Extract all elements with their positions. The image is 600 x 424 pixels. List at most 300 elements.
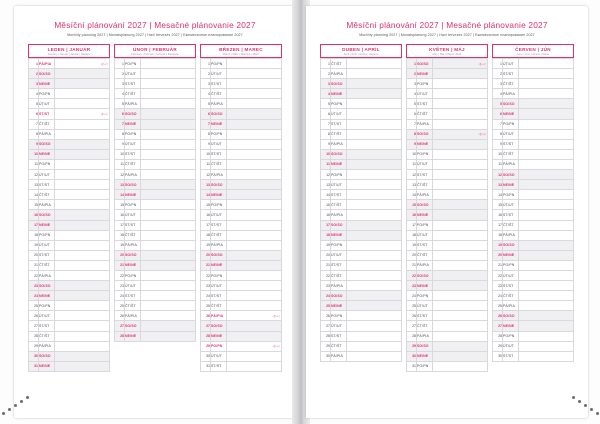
day-note-field[interactable] (519, 281, 574, 291)
table-row[interactable] (201, 301, 282, 311)
table-row[interactable] (201, 220, 282, 230)
table-row[interactable] (321, 149, 402, 159)
table-row[interactable] (115, 59, 196, 69)
day-note-field[interactable] (55, 159, 110, 169)
table-row[interactable] (115, 321, 196, 331)
table-row[interactable] (493, 270, 574, 280)
table-row[interactable] (493, 69, 574, 79)
day-note-field[interactable] (141, 250, 196, 260)
table-row[interactable] (321, 200, 402, 210)
table-row[interactable] (493, 291, 574, 301)
table-row[interactable] (201, 351, 282, 361)
day-note-field[interactable] (141, 180, 196, 190)
table-row[interactable] (115, 351, 196, 360)
day-note-field[interactable] (433, 250, 488, 260)
table-row[interactable] (201, 129, 282, 139)
day-note-field[interactable] (433, 341, 488, 351)
day-note-field[interactable] (433, 69, 488, 79)
day-note-field[interactable] (433, 210, 488, 220)
table-row[interactable] (201, 311, 282, 321)
table-row[interactable] (29, 210, 110, 220)
table-row[interactable] (115, 270, 196, 280)
day-note-field[interactable] (433, 109, 488, 119)
table-row[interactable] (115, 311, 196, 321)
table-row[interactable] (493, 99, 574, 109)
table-row[interactable] (493, 361, 574, 371)
table-row[interactable] (493, 210, 574, 220)
table-row[interactable] (493, 321, 574, 331)
table-row[interactable] (407, 200, 488, 210)
day-note-field[interactable] (347, 149, 402, 159)
table-row[interactable] (201, 361, 282, 371)
day-note-field[interactable] (519, 149, 574, 159)
day-note-field[interactable] (55, 270, 110, 280)
day-note-field[interactable] (433, 321, 488, 331)
table-row[interactable] (407, 170, 488, 180)
day-note-field[interactable] (519, 159, 574, 169)
table-row[interactable] (407, 210, 488, 220)
table-row[interactable] (321, 59, 402, 69)
day-note-field[interactable] (227, 200, 282, 210)
table-row[interactable] (115, 240, 196, 250)
day-note-field[interactable] (519, 260, 574, 270)
day-note-field[interactable] (519, 351, 574, 361)
table-row[interactable] (321, 351, 402, 361)
table-row[interactable] (29, 89, 110, 99)
day-note-field[interactable] (55, 311, 110, 321)
table-row[interactable] (407, 149, 488, 159)
table-row[interactable] (493, 180, 574, 190)
day-note-field[interactable] (141, 159, 196, 169)
day-note-field[interactable] (141, 210, 196, 220)
day-note-field[interactable] (141, 270, 196, 280)
day-note-field[interactable] (141, 69, 196, 79)
day-note-field[interactable] (141, 149, 196, 159)
day-note-field[interactable] (347, 321, 402, 331)
table-row[interactable] (29, 180, 110, 190)
day-note-field[interactable] (519, 170, 574, 180)
day-note-field[interactable] (55, 200, 110, 210)
table-row[interactable] (29, 200, 110, 210)
day-note-field[interactable] (227, 180, 282, 190)
table-row[interactable] (115, 190, 196, 200)
table-row[interactable] (115, 331, 196, 341)
day-note-field[interactable] (55, 351, 110, 361)
table-row[interactable] (493, 220, 574, 230)
table-row[interactable] (321, 170, 402, 180)
day-note-field[interactable] (519, 180, 574, 190)
day-note-field[interactable] (347, 109, 402, 119)
day-note-field[interactable] (141, 311, 196, 321)
day-note-field[interactable] (347, 210, 402, 220)
table-row[interactable] (29, 109, 110, 119)
day-note-field[interactable] (141, 89, 196, 99)
day-note-field[interactable] (347, 89, 402, 99)
day-note-field[interactable] (433, 79, 488, 89)
table-row[interactable] (493, 301, 574, 311)
table-row[interactable] (29, 79, 110, 89)
day-note-field[interactable] (55, 89, 110, 99)
table-row[interactable] (201, 89, 282, 99)
day-note-field[interactable] (347, 331, 402, 341)
day-note-field[interactable] (227, 341, 282, 351)
day-note-field[interactable] (55, 119, 110, 129)
day-note-field[interactable] (141, 79, 196, 89)
day-note-field[interactable] (227, 351, 282, 361)
day-note-field[interactable] (347, 200, 402, 210)
day-note-field[interactable] (433, 99, 488, 109)
table-row[interactable] (201, 119, 282, 129)
table-row[interactable] (321, 230, 402, 240)
table-row[interactable] (29, 270, 110, 280)
table-row[interactable] (115, 210, 196, 220)
table-row[interactable] (29, 139, 110, 149)
day-note-field[interactable] (227, 250, 282, 260)
day-note-field[interactable] (433, 240, 488, 250)
table-row[interactable] (29, 230, 110, 240)
table-row[interactable] (321, 240, 402, 250)
day-note-field[interactable] (347, 170, 402, 180)
table-row[interactable] (115, 301, 196, 311)
table-row[interactable] (407, 240, 488, 250)
table-row[interactable] (115, 200, 196, 210)
table-row[interactable] (493, 311, 574, 321)
table-row[interactable] (29, 59, 110, 69)
day-note-field[interactable] (55, 361, 110, 371)
day-note-field[interactable] (519, 291, 574, 301)
day-note-field[interactable] (347, 79, 402, 89)
day-note-field[interactable] (519, 270, 574, 280)
day-note-field[interactable] (227, 270, 282, 280)
table-row[interactable] (201, 321, 282, 331)
day-note-field[interactable] (55, 220, 110, 230)
table-row[interactable] (29, 250, 110, 260)
table-row[interactable] (29, 69, 110, 79)
table-row[interactable] (407, 69, 488, 79)
day-note-field[interactable] (519, 59, 574, 69)
day-note-field[interactable] (141, 200, 196, 210)
table-row[interactable] (407, 129, 488, 139)
table-row[interactable] (29, 190, 110, 200)
day-note-field[interactable] (519, 109, 574, 119)
day-note-field[interactable] (433, 291, 488, 301)
table-row[interactable] (407, 260, 488, 270)
day-note-field[interactable] (227, 281, 282, 291)
day-note-field[interactable] (141, 260, 196, 270)
table-row[interactable] (321, 270, 402, 280)
table-row[interactable] (493, 200, 574, 210)
day-note-field[interactable] (433, 159, 488, 169)
table-row[interactable] (29, 351, 110, 361)
table-row[interactable] (201, 200, 282, 210)
day-note-field[interactable] (519, 69, 574, 79)
table-row[interactable] (29, 159, 110, 169)
day-note-field[interactable] (519, 341, 574, 351)
table-row[interactable] (201, 59, 282, 69)
table-row[interactable] (29, 129, 110, 139)
table-row[interactable] (321, 250, 402, 260)
day-note-field[interactable] (347, 311, 402, 321)
table-row[interactable] (201, 99, 282, 109)
table-row[interactable] (321, 69, 402, 79)
table-row[interactable] (493, 79, 574, 89)
day-note-field[interactable] (55, 190, 110, 200)
day-note-field[interactable] (55, 230, 110, 240)
table-row[interactable] (493, 159, 574, 169)
table-row[interactable] (201, 210, 282, 220)
day-note-field[interactable] (347, 69, 402, 79)
day-note-field[interactable] (433, 301, 488, 311)
day-note-field[interactable] (433, 190, 488, 200)
table-row[interactable] (115, 260, 196, 270)
table-row[interactable] (493, 351, 574, 361)
table-row[interactable] (201, 270, 282, 280)
table-row[interactable] (493, 89, 574, 99)
day-note-field[interactable] (141, 321, 196, 331)
table-row[interactable] (115, 79, 196, 89)
table-row[interactable] (321, 109, 402, 119)
day-note-field[interactable] (55, 260, 110, 270)
day-note-field[interactable] (519, 250, 574, 260)
day-note-field[interactable] (227, 331, 282, 341)
day-note-field[interactable] (141, 291, 196, 301)
table-row[interactable] (29, 291, 110, 301)
day-note-field[interactable] (141, 190, 196, 200)
table-row[interactable] (201, 109, 282, 119)
day-note-field[interactable] (347, 99, 402, 109)
day-note-field[interactable] (519, 301, 574, 311)
table-row[interactable] (321, 341, 402, 351)
table-row[interactable] (115, 360, 196, 369)
day-note-field[interactable] (55, 321, 110, 331)
table-row[interactable] (201, 79, 282, 89)
table-row[interactable] (321, 180, 402, 190)
table-row[interactable] (29, 119, 110, 129)
table-row[interactable] (201, 260, 282, 270)
table-row[interactable] (493, 129, 574, 139)
table-row[interactable] (321, 119, 402, 129)
table-row[interactable] (321, 89, 402, 99)
day-note-field[interactable] (227, 220, 282, 230)
day-note-field[interactable] (141, 240, 196, 250)
table-row[interactable] (201, 331, 282, 341)
table-row[interactable] (493, 341, 574, 351)
day-note-field[interactable] (55, 180, 110, 190)
table-row[interactable] (321, 321, 402, 331)
day-note-field[interactable] (433, 129, 488, 139)
day-note-field[interactable] (227, 291, 282, 301)
table-row[interactable] (321, 301, 402, 311)
table-row[interactable] (493, 250, 574, 260)
day-note-field[interactable] (433, 260, 488, 270)
table-row[interactable] (321, 99, 402, 109)
day-note-field[interactable] (227, 240, 282, 250)
day-note-field[interactable] (55, 109, 110, 119)
table-row[interactable] (201, 139, 282, 149)
day-note-field[interactable] (347, 260, 402, 270)
table-row[interactable] (407, 190, 488, 200)
table-row[interactable] (407, 331, 488, 341)
table-row[interactable] (115, 170, 196, 180)
table-row[interactable] (29, 220, 110, 230)
table-row[interactable] (115, 220, 196, 230)
table-row[interactable] (407, 230, 488, 240)
table-row[interactable] (29, 301, 110, 311)
table-row[interactable] (115, 139, 196, 149)
table-row[interactable] (29, 321, 110, 331)
table-row[interactable] (201, 291, 282, 301)
table-row[interactable] (407, 139, 488, 149)
day-note-field[interactable] (347, 301, 402, 311)
table-row[interactable] (321, 129, 402, 139)
day-note-field[interactable] (347, 139, 402, 149)
day-note-field[interactable] (55, 291, 110, 301)
day-note-field[interactable] (519, 240, 574, 250)
day-note-field[interactable] (433, 119, 488, 129)
table-row[interactable] (407, 291, 488, 301)
day-note-field[interactable] (227, 129, 282, 139)
table-row[interactable] (493, 240, 574, 250)
day-note-field[interactable] (433, 361, 488, 371)
table-row[interactable] (321, 331, 402, 341)
table-row[interactable] (115, 250, 196, 260)
table-row[interactable] (29, 311, 110, 321)
table-row[interactable] (321, 281, 402, 291)
table-row[interactable] (201, 281, 282, 291)
day-note-field[interactable] (227, 59, 282, 69)
table-row[interactable] (407, 59, 488, 69)
table-row[interactable] (407, 311, 488, 321)
table-row[interactable] (201, 230, 282, 240)
table-row[interactable] (115, 159, 196, 169)
day-note-field[interactable] (347, 159, 402, 169)
table-row[interactable] (407, 270, 488, 280)
table-row[interactable] (115, 230, 196, 240)
day-note-field[interactable] (519, 119, 574, 129)
day-note-field[interactable] (519, 321, 574, 331)
day-note-field[interactable] (347, 230, 402, 240)
day-note-field[interactable] (141, 281, 196, 291)
table-row[interactable] (493, 230, 574, 240)
table-row[interactable] (407, 281, 488, 291)
day-note-field[interactable] (55, 301, 110, 311)
day-note-field[interactable] (227, 260, 282, 270)
table-row[interactable] (115, 129, 196, 139)
day-note-field[interactable] (55, 139, 110, 149)
day-note-field[interactable] (519, 200, 574, 210)
table-row[interactable] (201, 149, 282, 159)
day-note-field[interactable] (433, 149, 488, 159)
table-row[interactable] (29, 170, 110, 180)
table-row[interactable] (407, 119, 488, 129)
day-note-field[interactable] (347, 250, 402, 260)
day-note-field[interactable] (519, 99, 574, 109)
table-row[interactable] (493, 149, 574, 159)
day-note-field[interactable] (347, 59, 402, 69)
day-note-field[interactable] (227, 119, 282, 129)
day-note-field[interactable] (519, 139, 574, 149)
day-note-field[interactable] (347, 351, 402, 361)
table-row[interactable] (321, 311, 402, 321)
table-row[interactable] (407, 89, 488, 99)
day-note-field[interactable] (141, 220, 196, 230)
day-note-field[interactable] (227, 230, 282, 240)
day-note-field[interactable] (227, 109, 282, 119)
day-note-field[interactable] (55, 331, 110, 341)
day-note-field[interactable] (227, 301, 282, 311)
day-note-field[interactable] (347, 129, 402, 139)
table-row[interactable] (321, 210, 402, 220)
day-note-field[interactable] (347, 119, 402, 129)
day-note-field[interactable] (433, 180, 488, 190)
table-row[interactable] (201, 180, 282, 190)
table-row[interactable] (115, 69, 196, 79)
day-note-field[interactable] (55, 341, 110, 351)
day-note-field[interactable] (55, 59, 110, 69)
day-note-field[interactable] (519, 129, 574, 139)
day-note-field[interactable] (433, 351, 488, 361)
table-row[interactable] (29, 331, 110, 341)
table-row[interactable] (407, 321, 488, 331)
table-row[interactable] (201, 170, 282, 180)
day-note-field[interactable] (433, 139, 488, 149)
table-row[interactable] (321, 190, 402, 200)
day-note-field[interactable] (433, 281, 488, 291)
day-note-field[interactable] (347, 341, 402, 351)
table-row[interactable] (29, 240, 110, 250)
table-row[interactable] (493, 331, 574, 341)
day-note-field[interactable] (227, 170, 282, 180)
day-note-field[interactable] (227, 89, 282, 99)
day-note-field[interactable] (347, 190, 402, 200)
day-note-field[interactable] (55, 210, 110, 220)
day-note-field[interactable] (519, 210, 574, 220)
day-note-field[interactable] (433, 311, 488, 321)
table-row[interactable] (321, 139, 402, 149)
table-row[interactable] (115, 291, 196, 301)
day-note-field[interactable] (227, 139, 282, 149)
table-row[interactable] (115, 109, 196, 119)
day-note-field[interactable] (347, 270, 402, 280)
day-note-field[interactable] (141, 170, 196, 180)
day-note-field[interactable] (55, 250, 110, 260)
table-row[interactable] (201, 159, 282, 169)
day-note-field[interactable] (227, 159, 282, 169)
day-note-field[interactable] (227, 99, 282, 109)
day-note-field[interactable] (433, 220, 488, 230)
table-row[interactable] (493, 109, 574, 119)
table-row[interactable] (201, 250, 282, 260)
day-note-field[interactable] (347, 240, 402, 250)
table-row[interactable] (321, 220, 402, 230)
day-note-field[interactable] (141, 119, 196, 129)
table-row[interactable] (29, 281, 110, 291)
table-row[interactable] (115, 341, 196, 351)
table-row[interactable] (201, 190, 282, 200)
day-note-field[interactable] (433, 230, 488, 240)
day-note-field[interactable] (519, 220, 574, 230)
table-row[interactable] (29, 341, 110, 351)
table-row[interactable] (407, 159, 488, 169)
table-row[interactable] (321, 291, 402, 301)
day-note-field[interactable] (55, 129, 110, 139)
table-row[interactable] (115, 180, 196, 190)
day-note-field[interactable] (227, 311, 282, 321)
day-note-field[interactable] (433, 331, 488, 341)
day-note-field[interactable] (141, 331, 196, 341)
day-note-field[interactable] (141, 129, 196, 139)
table-row[interactable] (115, 119, 196, 129)
